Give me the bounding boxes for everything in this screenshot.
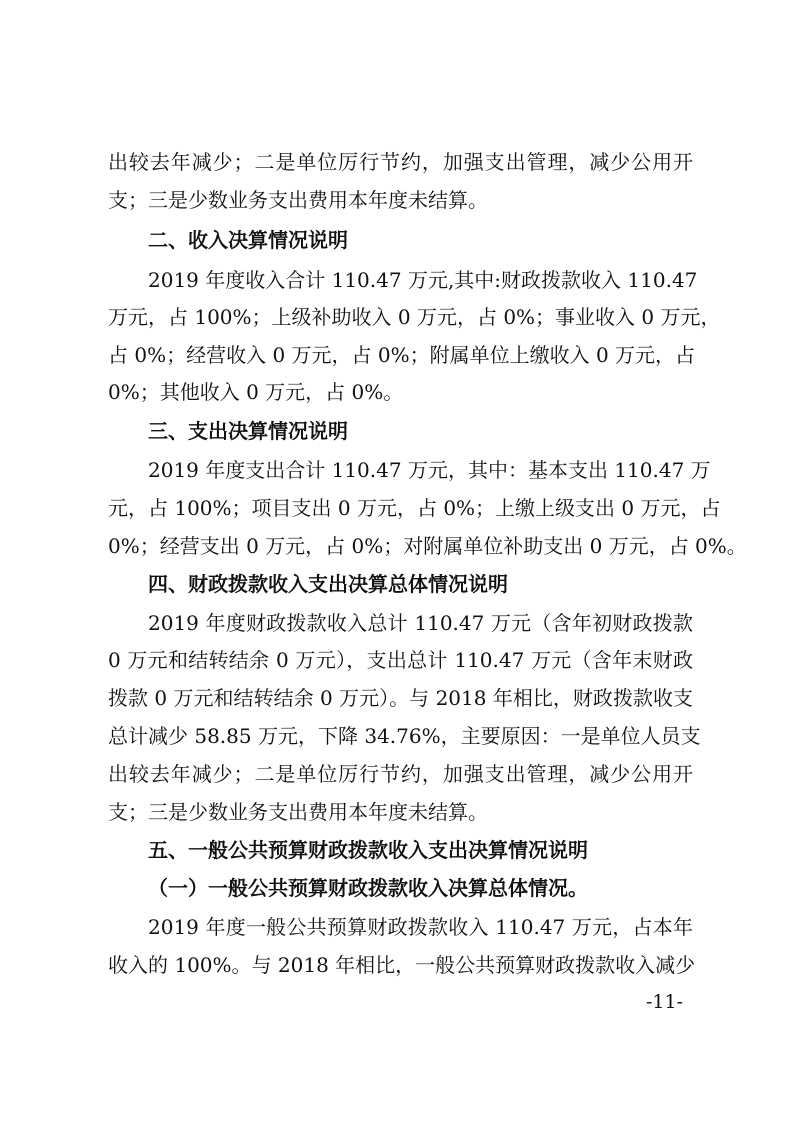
body-line: 元，占 100%；项目支出 0 万元，占 0%；上缴上级支出 0 万元，占 xyxy=(108,496,721,520)
body-line: 0%；其他收入 0 万元，占 0%。 xyxy=(108,380,404,404)
page-number: -11- xyxy=(646,991,684,1013)
body-line: 2019 年度支出合计 110.47 万元，其中：基本支出 110.47 万 xyxy=(148,458,711,482)
body-line: 出较去年减少；二是单位厉行节约，加强支出管理，减少公用开 xyxy=(108,150,693,174)
section-heading-income: 二、收入决算情况说明 xyxy=(148,228,348,252)
body-line: 万元，占 100%；上级补助收入 0 万元，占 0%；事业收入 0 万元， xyxy=(108,305,721,329)
body-line: 2019 年度收入合计 110.47 万元,其中:财政拨款收入 110.47 xyxy=(148,268,698,292)
body-line: 2019 年度财政拨款收入总计 110.47 万元（含年初财政拨款 xyxy=(148,611,693,635)
body-line: 出较去年减少；二是单位厉行节约，加强支出管理，减少公用开 xyxy=(108,762,693,786)
section-heading-general-budget: 五、一般公共预算财政拨款收入支出决算情况说明 xyxy=(148,838,588,862)
section-heading-fiscal-appropriation: 四、财政拨款收入支出决算总体情况说明 xyxy=(148,572,508,596)
section-heading-expenditure: 三、支出决算情况说明 xyxy=(148,419,348,443)
body-line: 支；三是少数业务支出费用本年度未结算。 xyxy=(108,188,488,212)
body-line: 0%；经营支出 0 万元，占 0%；对附属单位补助支出 0 万元，占 0%。 xyxy=(108,534,747,558)
body-line: 收入的 100%。与 2018 年相比，一般公共预算财政拨款收入减少 xyxy=(108,953,696,977)
body-line: 拨款 0 万元和结转结余 0 万元）。与 2018 年相比，财政拨款收支 xyxy=(108,686,693,710)
body-line: 0 万元和结转结余 0 万元），支出总计 110.47 万元（含年末财政 xyxy=(108,648,693,672)
body-line: 2019 年度一般公共预算财政拨款收入 110.47 万元，占本年 xyxy=(148,915,693,939)
body-line: 总计减少 58.85 万元，下降 34.76%，主要原因：一是单位人员支 xyxy=(108,724,701,748)
subsection-heading-general-budget-income: （一）一般公共预算财政拨款收入决算总体情况。 xyxy=(148,876,588,900)
body-line: 占 0%；经营收入 0 万元，占 0%；附属单位上缴收入 0 万元，占 xyxy=(108,343,696,367)
body-line: 支；三是少数业务支出费用本年度未结算。 xyxy=(108,800,488,824)
